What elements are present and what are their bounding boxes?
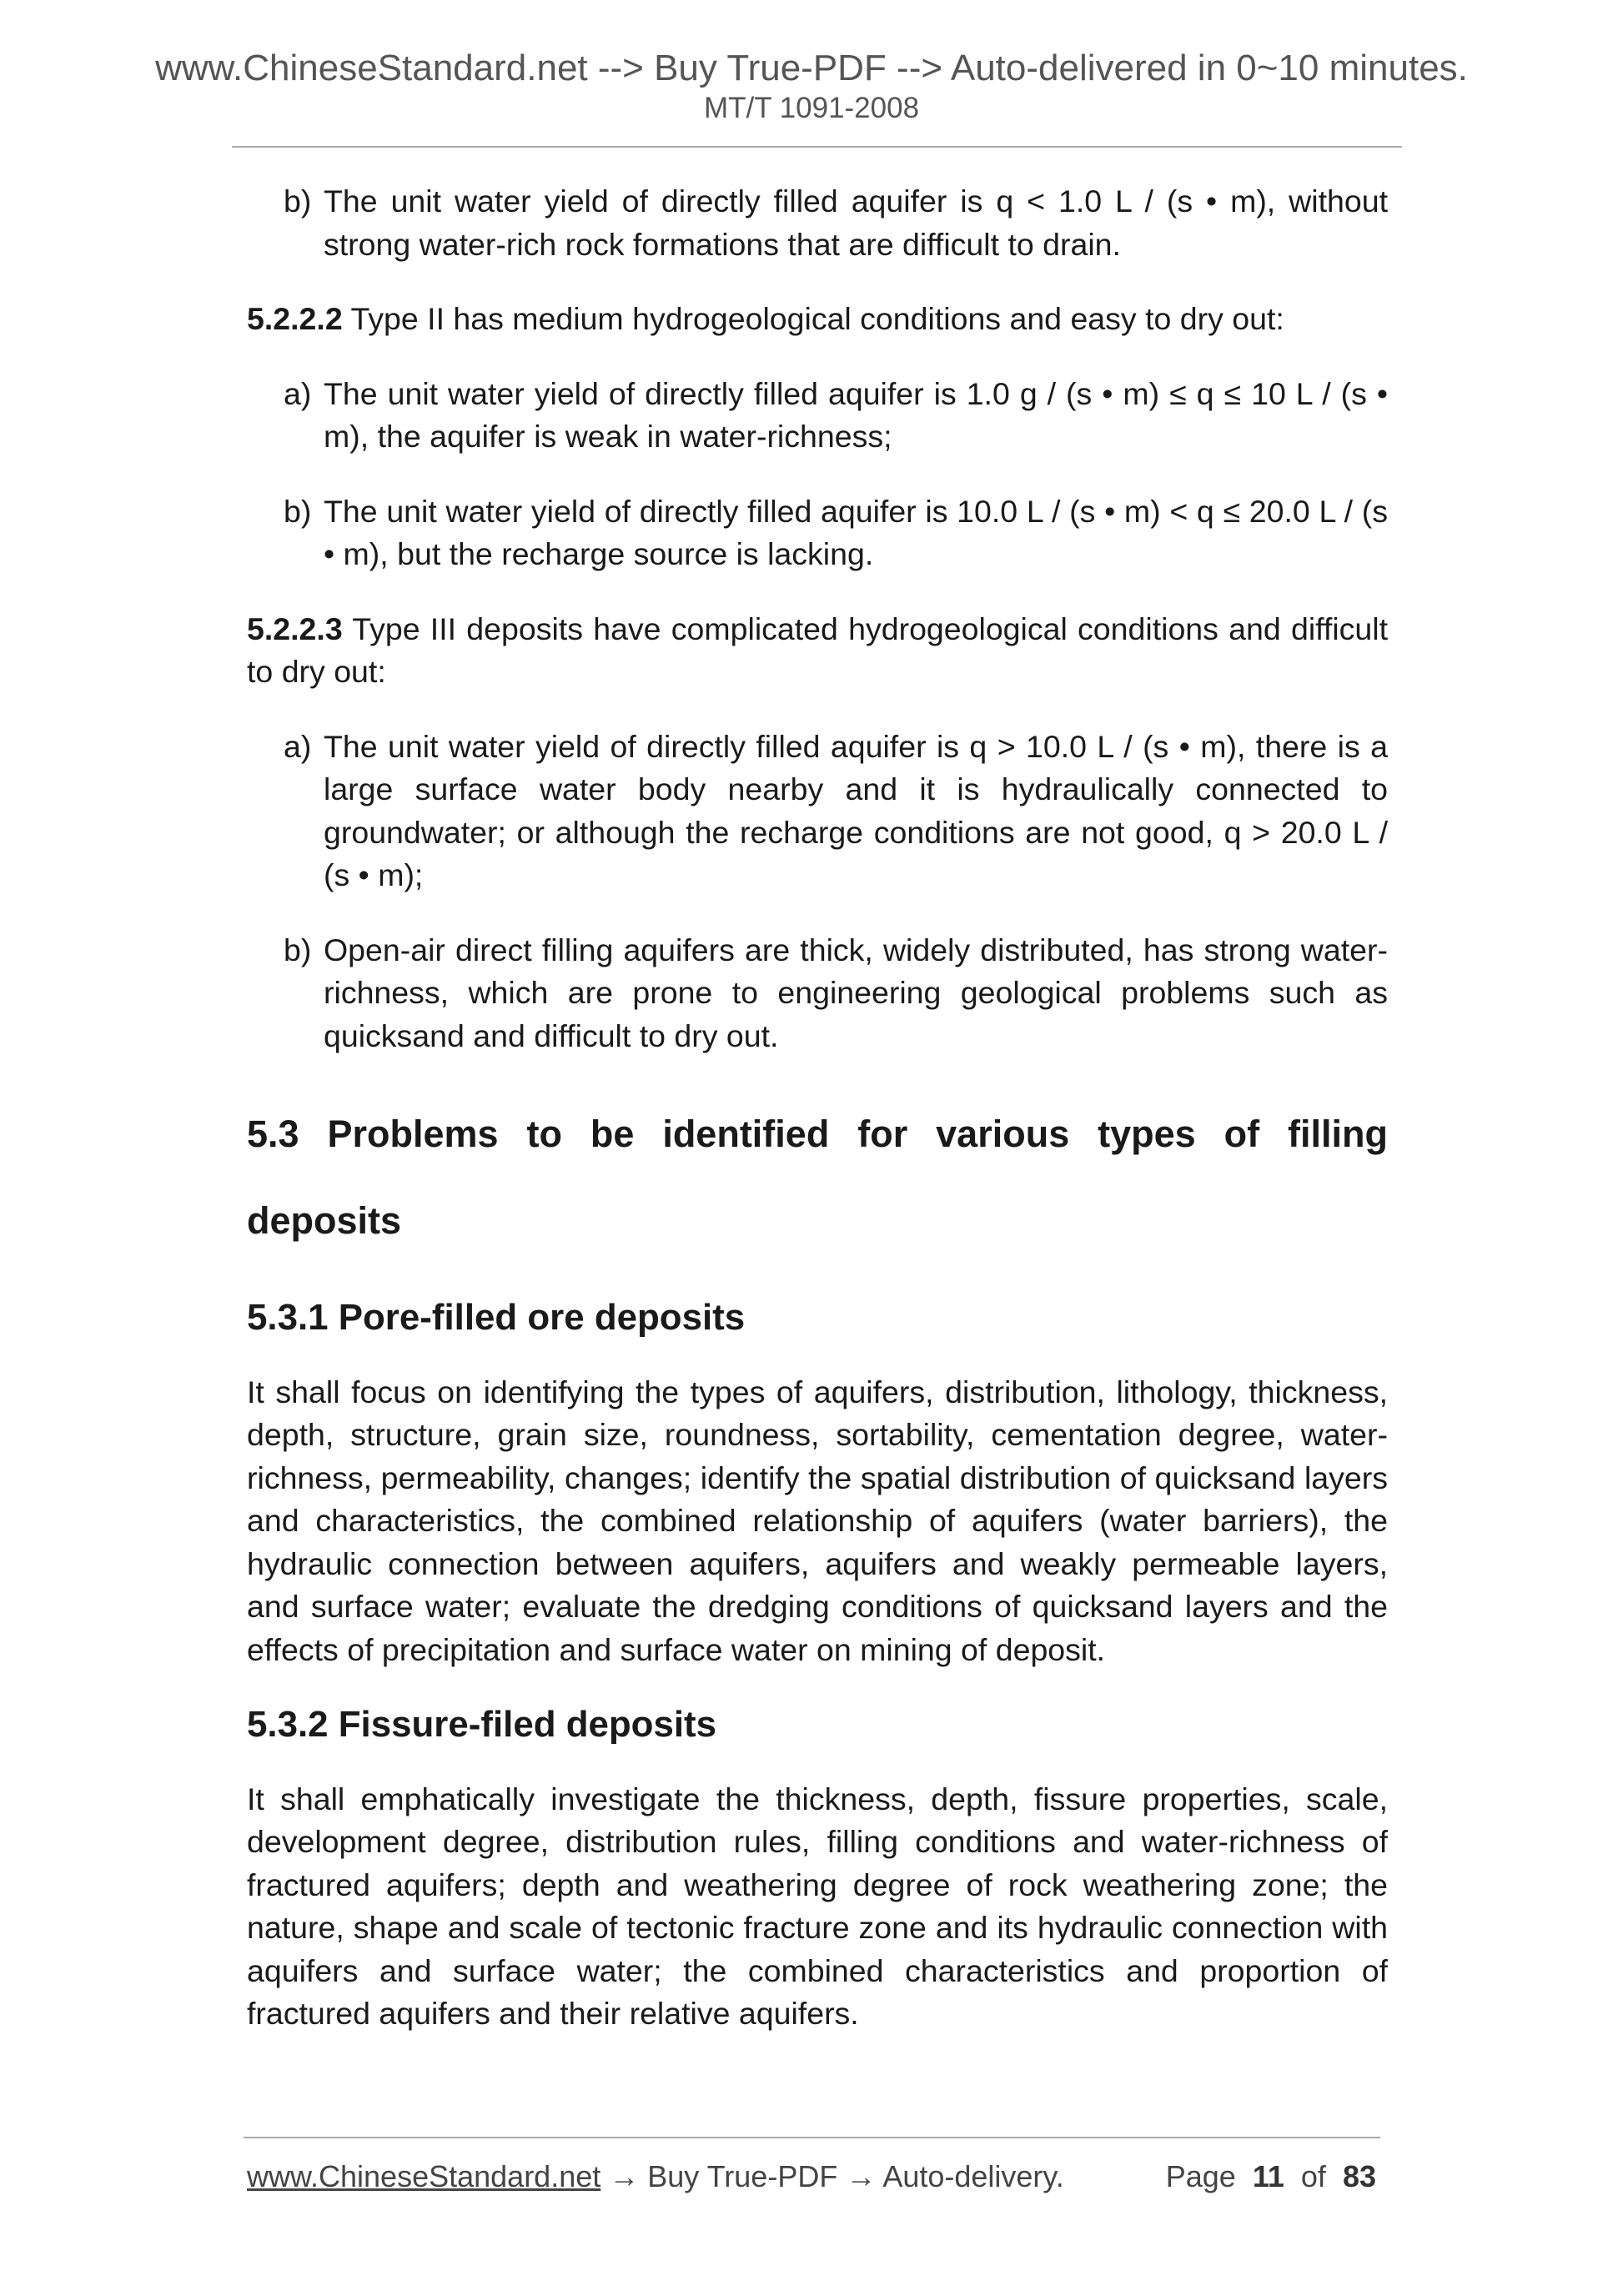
page-current: 11 — [1252, 2159, 1284, 2193]
list-item-text: The unit water yield of directly filled aquifer is q > 10.0 L / (s • m), there is a large surface water body nearby and it is hydraulically connected to groundwater; or although the recharge conditions are not good, q > 20.0 L / (s • m); — [324, 728, 1388, 892]
clause-5-2-2-2 — [247, 298, 1388, 341]
list-marker: b) — [284, 932, 312, 967]
list-marker: a) — [284, 375, 312, 411]
header-banner: www.ChineseStandard.net --> Buy True-PDF --> Auto-delivered in 0~10 minutes. — [155, 48, 1468, 88]
list-marker: b) — [284, 493, 312, 529]
footer-promo — [247, 2157, 1064, 2197]
page-of: of — [1300, 2159, 1326, 2193]
clause-number: 5.2.2.2 — [247, 301, 343, 336]
clause-text: Type II has medium hydrogeological conditions and easy to dry out: — [350, 301, 1284, 336]
list-marker: a) — [284, 728, 312, 764]
list-item-2b — [247, 490, 1388, 576]
standard-code: MT/T 1091-2008 — [703, 92, 920, 124]
page-total: 83 — [1342, 2159, 1376, 2193]
clause-number: 5.2.2.3 — [247, 610, 343, 646]
list-marker: b) — [284, 183, 312, 219]
paragraph-5-3-1: It shall focus on identifying the types of aquifers, distribution, lithology, thickness, depth, structure, grain size, roundness, sortability, cementation degree, water-richness, permeability, changes; identify the spatial distribution of quicksand layers and characteristics, the combined relationship of aquifers (water barriers), the hydraulic connection between aquifers, aquifers and weakly permeable layers, and surface water; evaluate the dredging conditions of quicksand layers and the effects of precipitation and surface water on mining of deposit. — [247, 1374, 1388, 1667]
list-item-text: The unit water yield of directly filled aquifer is q < 1.0 L / (s • m), without strong water-rich rock formations that are difficult to drain. — [324, 183, 1388, 262]
page-label: Page — [1165, 2159, 1236, 2193]
clause-5-2-2-3 — [247, 608, 1388, 694]
list-item-text: Open-air direct filling aquifers are thick, widely distributed, has strong water-richness, which are prone to engineering geological problems such as quicksand and difficult to dry out. — [324, 932, 1388, 1053]
page-content — [247, 180, 1388, 2036]
page-number — [1166, 2157, 1376, 2197]
subsection-heading-5-3-1: 5.3.1 Pore-filled ore deposits — [247, 1297, 746, 1338]
list-item-1b — [247, 180, 1388, 266]
list-item-text: The unit water yield of directly filled aquifer is 10.0 L / (s • m) < q ≤ 20.0 L / (s • m), but the recharge source is lacking. — [324, 493, 1388, 571]
list-item-text: The unit water yield of directly filled aquifer is 1.0 g / (s • m) ≤ q ≤ 10 L / (s • m), the aquifer is weak in water-richness; — [324, 375, 1388, 454]
subsection-heading-5-3-2: 5.3.2 Fissure-filed deposits — [247, 1704, 717, 1745]
list-item-3b — [247, 929, 1388, 1058]
list-item-3a — [247, 726, 1388, 897]
header-divider — [232, 146, 1402, 148]
footer-site-link[interactable]: www.ChineseStandard.net — [247, 2159, 601, 2193]
clause-text: Type III deposits have complicated hydrogeological conditions and difficult to dry out: — [247, 610, 1388, 689]
section-heading-5-3: 5.3 Problems to be identified for various types of filling deposits — [247, 1113, 1388, 1242]
footer-promo-text: → Buy True-PDF → Auto-delivery. — [600, 2159, 1064, 2193]
list-item-2a — [247, 373, 1388, 459]
footer-divider — [244, 2137, 1380, 2138]
paragraph-5-3-2: It shall emphatically investigate the thickness, depth, fissure properties, scale, development degree, distribution rules, filling conditions and water-richness of fractured aquifers; depth and weathering degree of rock weathering zone; the nature, shape and scale of tectonic fracture zone and its hydraulic connection with aquifers and surface water; the combined characteristics and proportion of fractured aquifers and their relative aquifers. — [247, 1781, 1388, 2031]
